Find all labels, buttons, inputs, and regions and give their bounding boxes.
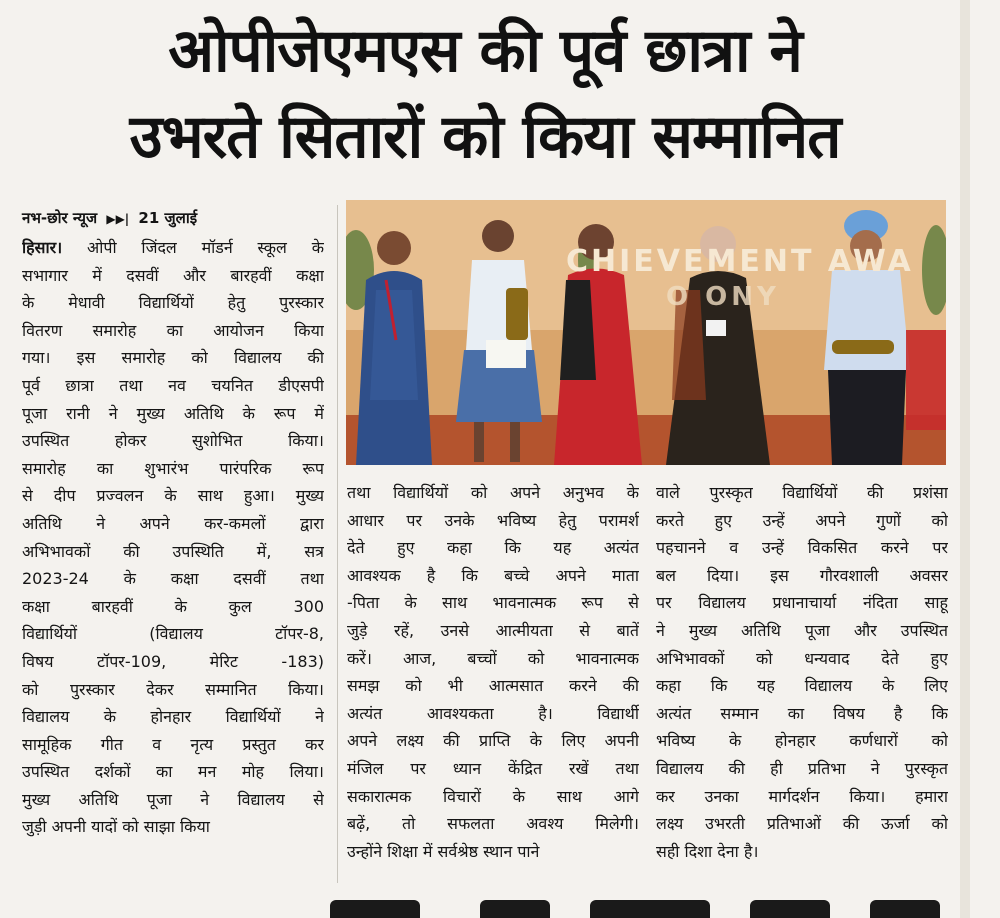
- event-photo: [346, 200, 946, 465]
- article-line: समारोह का शुभारंभ पारंपरिक रूप: [22, 458, 324, 478]
- article-line: के मेधावी विद्यार्थियों हेतु पुरस्कार: [22, 293, 324, 313]
- article-column-2: [347, 479, 639, 865]
- article-line: जुड़े रहें, उनसे आत्मीयता से बातें: [347, 620, 639, 640]
- article-line: गया। इस समारोह को विद्यालय की: [22, 348, 324, 368]
- article-line: सभागार में दसवीं और बारहवीं कक्षा: [22, 265, 324, 285]
- article-line: समझ को भी आत्मसात करने की: [347, 676, 639, 696]
- article-line: विषय टॉपर-109, मेरिट -183): [22, 651, 324, 671]
- article-line: मंजिल पर ध्यान केंद्रित रखें तथा: [347, 758, 639, 778]
- byline-date: 21 जुलाई: [138, 209, 198, 227]
- forward-arrows-icon: ▶▶|: [106, 212, 130, 226]
- article-line: विद्यार्थियों (विद्यालय टॉपर-8,: [22, 624, 324, 644]
- article-line: अपने लक्ष्य की प्राप्ति के लिए अपनी: [347, 731, 639, 751]
- article-line: सही दिशा देना है।: [656, 841, 759, 861]
- photo-banner-text: CHIEVEMENT AWA: [566, 244, 914, 279]
- article-line: जुड़ी अपनी यादों को साझा किया: [22, 817, 210, 837]
- article-column-1: [22, 234, 324, 841]
- article-line: करें। आज, बच्चों को भावनात्मक: [347, 648, 639, 668]
- article-line: उन्होंने शिक्षा में सर्वश्रेष्ठ स्थान पाने: [347, 841, 540, 861]
- article-line: पहचानने व उन्हें विकसित करने पर: [656, 538, 948, 558]
- article-line: अत्यंत सम्मान का विषय है कि: [656, 703, 948, 723]
- article-line: आवश्यक है कि बच्चे अपने माता: [347, 565, 639, 585]
- headline-line-2: उभरते सितारों को किया सम्मानित: [129, 102, 841, 172]
- article-line: कक्षा बारहवीं के कुल 300: [22, 596, 324, 616]
- article-line: पूजा रानी ने मुख्य अतिथि के रूप में: [22, 403, 324, 423]
- headline: [0, 8, 970, 180]
- article-line: पर विद्यालय प्रधानाचार्या नंदिता साहू: [656, 593, 948, 613]
- photo-banner-subtext: O ONY: [666, 282, 780, 312]
- article-line: वितरण समारोह का आयोजन किया: [22, 320, 324, 340]
- article-line: कर उनका मार्गदर्शन किया। हमारा: [656, 786, 948, 806]
- article-line: भविष्य के होनहार कर्णधारों को: [656, 731, 948, 751]
- adjacent-page-edge: [960, 0, 970, 918]
- article-line: उपस्थित दर्शकों का मन मोह लिया।: [22, 762, 324, 782]
- article-line: को पुरस्कार देकर सम्मानित किया।: [22, 679, 324, 699]
- article-line: लक्ष्य उभरती प्रतिभाओं की ऊर्जा को: [656, 814, 948, 834]
- article-line: करते हुए उन्हें अपने गुणों को: [656, 510, 948, 530]
- article-line: पूर्व छात्रा तथा नव चयनित डीएसपी: [22, 375, 324, 395]
- article-line: 2023-24 के कक्षा दसवीं तथा: [22, 569, 324, 589]
- article-line: अत्यंत आवश्यकता है। विद्यार्थी: [347, 703, 639, 723]
- column-divider: [337, 205, 338, 883]
- headline-line-1: ओपीजेएमएस की पूर्व छात्रा ने: [168, 16, 802, 86]
- byline: [22, 208, 322, 228]
- article-line: उपस्थित होकर सुशोभित किया।: [22, 431, 324, 451]
- article-line: ने मुख्य अतिथि पूजा और उपस्थित: [656, 620, 948, 640]
- article-line: वाले पुरस्कृत विद्यार्थियों की प्रशंसा: [656, 483, 948, 502]
- article-line: तथा विद्यार्थियों को अपने अनुभव के: [347, 483, 639, 502]
- byline-source: नभ-छोर न्यूज: [22, 209, 98, 227]
- article-line: -पिता के साथ भावनात्मक रूप से: [347, 593, 639, 613]
- article-line: से दीप प्रज्वलन के साथ हुआ। मुख्य: [22, 486, 324, 506]
- article-line: कहा कि यह विद्यालय के लिए: [656, 676, 948, 696]
- article-line: अभिभावकों को धन्यवाद देते हुए: [656, 648, 948, 668]
- article-line: देते हुए कहा कि यह अत्यंत: [347, 538, 639, 558]
- article-line: विद्यालय की ही प्रतिभा ने पुरस्कृत: [656, 758, 948, 778]
- article-column-3: [656, 479, 948, 865]
- article-line: हिसार। ओपी जिंदल मॉडर्न स्कूल के: [22, 238, 324, 257]
- article-line: बढ़ें, तो सफलता अवश्य मिलेगी।: [347, 814, 639, 834]
- article-line: विद्यालय के होनहार विद्यार्थियों ने: [22, 707, 324, 727]
- award-ceremony-illustration: [346, 200, 946, 465]
- article-line: मुख्य अतिथि पूजा ने विद्यालय से: [22, 789, 324, 809]
- article-line: अभिभावकों की उपस्थिति में, सत्र: [22, 541, 324, 561]
- article-line: सकारात्मक विचारों के साथ आगे: [347, 786, 639, 806]
- next-headline-cutoff: [330, 896, 950, 918]
- article-line: सामूहिक गीत व नृत्य प्रस्तुत कर: [22, 734, 324, 754]
- dateline: हिसार।: [22, 238, 63, 257]
- article-line: अतिथि ने अपने कर-कमलों द्वारा: [22, 513, 324, 533]
- article-line: आधार पर उनके भविष्य हेतु परामर्श: [347, 510, 639, 530]
- article-line: बल दिया। इस गौरवशाली अवसर: [656, 565, 948, 585]
